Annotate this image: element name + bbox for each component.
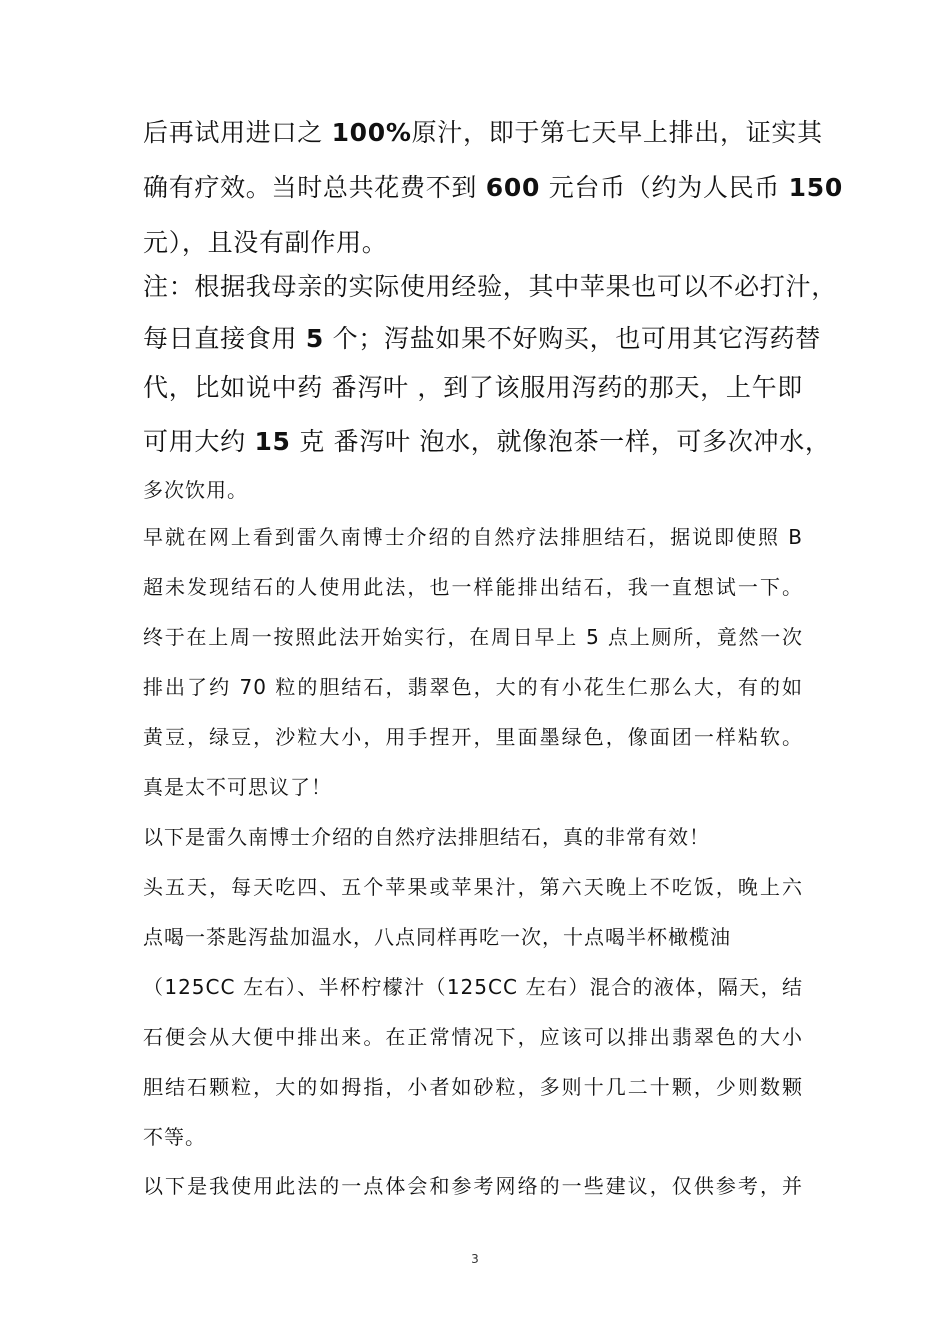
page-number: 3 xyxy=(471,1252,479,1266)
story-line-6: 真是太不可思议了！ xyxy=(143,775,332,799)
story-line-1: 早就在网上看到雷久南博士介绍的自然疗法排胆结石，据说即使照 B xyxy=(143,525,803,549)
note-line-1: 注：根据我母亲的实际使用经验，其中苹果也可以不必打汁， xyxy=(143,272,837,301)
note-line-5: 多次饮用。 xyxy=(143,478,248,502)
method-line-6: 不等。 xyxy=(143,1125,206,1149)
story-line-4: 排出了约 70 粒的胆结石，翡翠色，大的有小花生仁那么大，有的如 xyxy=(143,675,803,699)
paragraph-1-line-1: 后再试用进口之 100%原汁，即于第七天早上排出，证实其 xyxy=(143,118,823,147)
method-line-2: 点喝一茶匙泻盐加温水，八点同样再吃一次，十点喝半杯橄榄油 xyxy=(143,925,731,949)
method-line-4: 石便会从大便中排出来。在正常情况下，应该可以排出翡翠色的大小 xyxy=(143,1025,803,1049)
story-line-5: 黄豆，绿豆，沙粒大小，用手捏开，里面墨绿色，像面团一样粘软。 xyxy=(143,725,803,749)
method-line-5: 胆结石颗粒，大的如拇指，小者如砂粒，多则十几二十颗，少则数颗 xyxy=(143,1075,803,1099)
method-line-3: （125CC 左右）、半杯柠檬汁（125CC 左右）混合的液体，隔天，结 xyxy=(143,975,803,999)
note-line-4: 可用大约 15 克 番泻叶 泡水，就像泡茶一样，可多次冲水， xyxy=(143,427,831,456)
intro-line: 以下是雷久南博士介绍的自然疗法排胆结石，真的非常有效！ xyxy=(143,825,710,849)
note-line-2: 每日直接食用 5 个；泻盐如果不好购买，也可用其它泻药替 xyxy=(143,324,821,353)
story-line-3: 终于在上周一按照此法开始实行，在周日早上 5 点上厕所，竟然一次 xyxy=(143,625,803,649)
method-line-1: 头五天，每天吃四、五个苹果或苹果汁，第六天晚上不吃饭，晚上六 xyxy=(143,875,803,899)
paragraph-1-line-2: 确有疗效。当时总共花费不到 600 元台币（约为人民币 150 xyxy=(143,173,843,202)
paragraph-1-line-3: 元），且没有副作用。 xyxy=(143,228,388,257)
story-line-2: 超未发现结石的人使用此法，也一样能排出结石，我一直想试一下。 xyxy=(143,575,803,599)
note-line-3: 代，比如说中药 番泻叶 ，到了该服用泻药的那天，上午即 xyxy=(143,373,803,402)
closing-line: 以下是我使用此法的一点体会和参考网络的一些建议，仅供参考，并 xyxy=(143,1174,803,1198)
